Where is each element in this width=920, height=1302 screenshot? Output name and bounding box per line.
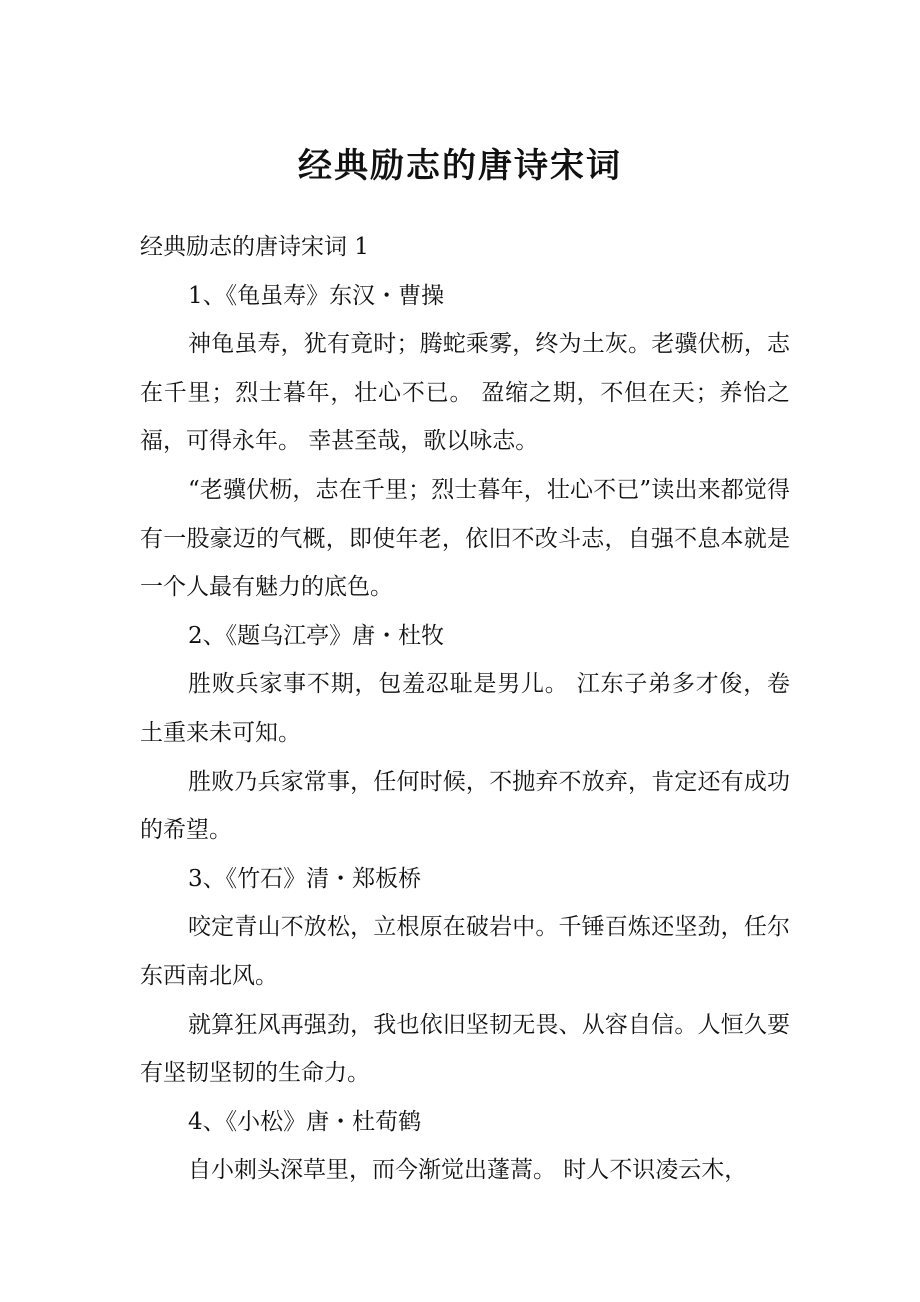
- section-heading: 经典励志的唐诗宋词 1: [140, 234, 369, 260]
- poem-heading: 3、《竹石》清・郑板桥: [188, 865, 422, 892]
- document-body: [140, 223, 790, 1195]
- poem-heading: 4、《小松》唐・杜荀鹤: [188, 1108, 422, 1135]
- poem-text: 自小刺头深草里，而今渐觉出蓬蒿。 时人不识凌云木，: [188, 1157, 748, 1184]
- poem-heading: 2、《题乌江亭》唐・杜牧: [188, 622, 445, 649]
- poem-heading: 1、《龟虽寿》东汉・曹操: [188, 282, 445, 309]
- poem-text: 咬定青山不放松，立根原在破岩中。千锤百炼还坚劲，任尔东西南北风。: [140, 914, 790, 989]
- commentary-paragraph: “老骥伏枥，志在千里；烈士暮年，壮心不已”读出来都觉得有一股豪迈的气概，即使年老，依旧不改斗志，自强不息本就是一个人最有魅力的底色。: [140, 476, 790, 601]
- commentary-paragraph: 胜败乃兵家常事，任何时候，不抛弃不放弃，肯定还有成功的希望。: [140, 768, 790, 844]
- document-title: 经典励志的唐诗宋词: [298, 146, 622, 186]
- commentary-paragraph: 就算狂风再强劲，我也依旧坚韧无畏、从容自信。人恒久要有坚韧坚韧的生命力。: [140, 1011, 790, 1087]
- poem-text: 神龟虽寿，犹有竟时；腾蛇乘雾，终为土灰。老骥伏枥，志在千里；烈士暮年，壮心不已。 盈缩之期，不但在天；养怡之福，可得永年。 幸甚至哉，歌以咏志。: [140, 331, 790, 455]
- poem-text: 胜败兵家事不期，包羞忍耻是男儿。 江东子弟多才俊，卷土重来未可知。: [140, 671, 790, 746]
